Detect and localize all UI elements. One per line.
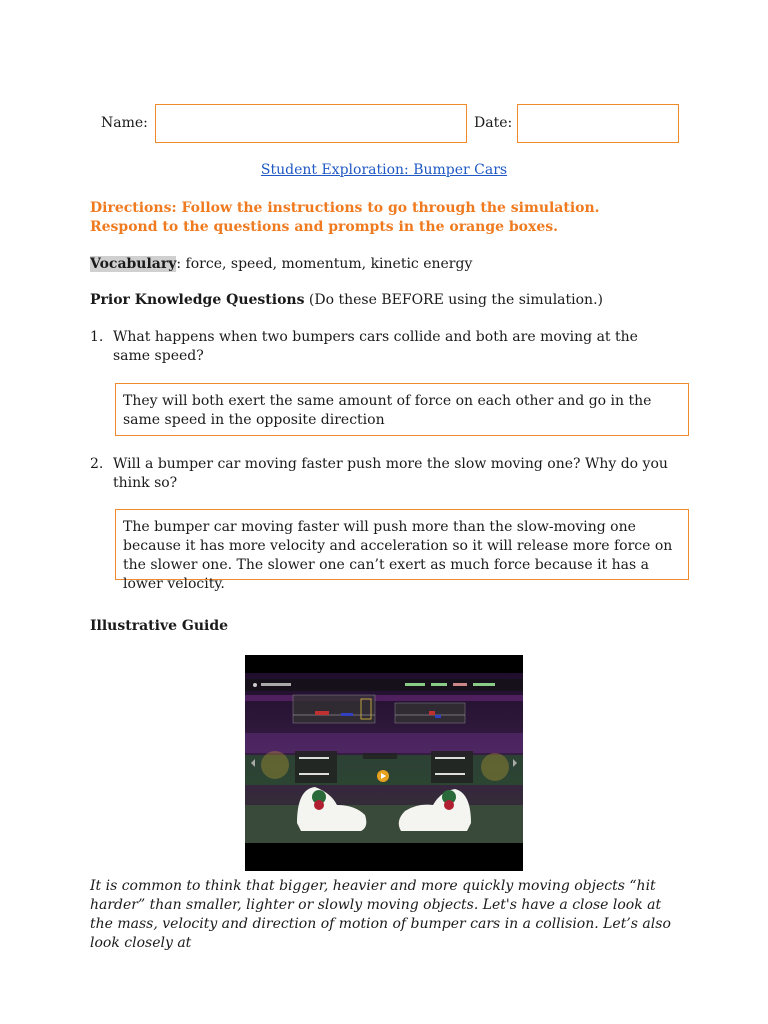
- guide-heading: Illustrative Guide: [90, 618, 229, 634]
- simulation-screenshot: [245, 655, 523, 871]
- prior-knowledge-note: (Do these BEFORE using the simulation.): [304, 292, 603, 308]
- vocabulary-line: [90, 256, 472, 272]
- directions-text: Directions: Follow the instructions to go through the simulation. Respond to the questions and prompts in the orange boxes.: [90, 200, 600, 235]
- date-field[interactable]: [517, 104, 679, 143]
- question-text: What happens when two bumpers cars collide and both are moving at the same speed?: [113, 329, 638, 364]
- vocabulary-label: Vocabulary: [90, 256, 177, 272]
- prior-knowledge-label: Prior Knowledge Questions: [90, 292, 305, 308]
- question-2: [90, 455, 670, 495]
- question-number: 2.: [90, 456, 104, 472]
- vocabulary-terms: : force, speed, momentum, kinetic energy: [176, 256, 473, 272]
- page-title[interactable]: Student Exploration: Bumper Cars: [260, 162, 508, 178]
- date-label: Date:: [474, 115, 513, 131]
- question-text: Will a bumper car moving faster push more the slow moving one? Why do you think so?: [113, 456, 668, 491]
- question-number: 1.: [90, 329, 104, 345]
- question-1: [90, 328, 670, 368]
- answer-box-2[interactable]: The bumper car moving faster will push more than the slow-moving one because it has more velocity and acceleration so it will release more force on the slower one. The slower one can’t exert as much force because it has a lower velocity.: [115, 509, 689, 580]
- bumper-cars-illustration: [245, 655, 523, 871]
- name-label: Name:: [101, 115, 148, 131]
- intro-paragraph: It is common to think that bigger, heavier and more quickly moving objects “hit harder” than smaller, lighter or slowly moving objects. Let's have a close look at the mass, velocity and direction of motion of bumper cars in a collision. Let’s also look closely at: [90, 878, 671, 951]
- answer-box-1[interactable]: They will both exert the same amount of force on each other and go in the same speed in the opposite direction: [115, 383, 689, 436]
- prior-knowledge-line: [90, 292, 603, 308]
- name-field[interactable]: [155, 104, 467, 143]
